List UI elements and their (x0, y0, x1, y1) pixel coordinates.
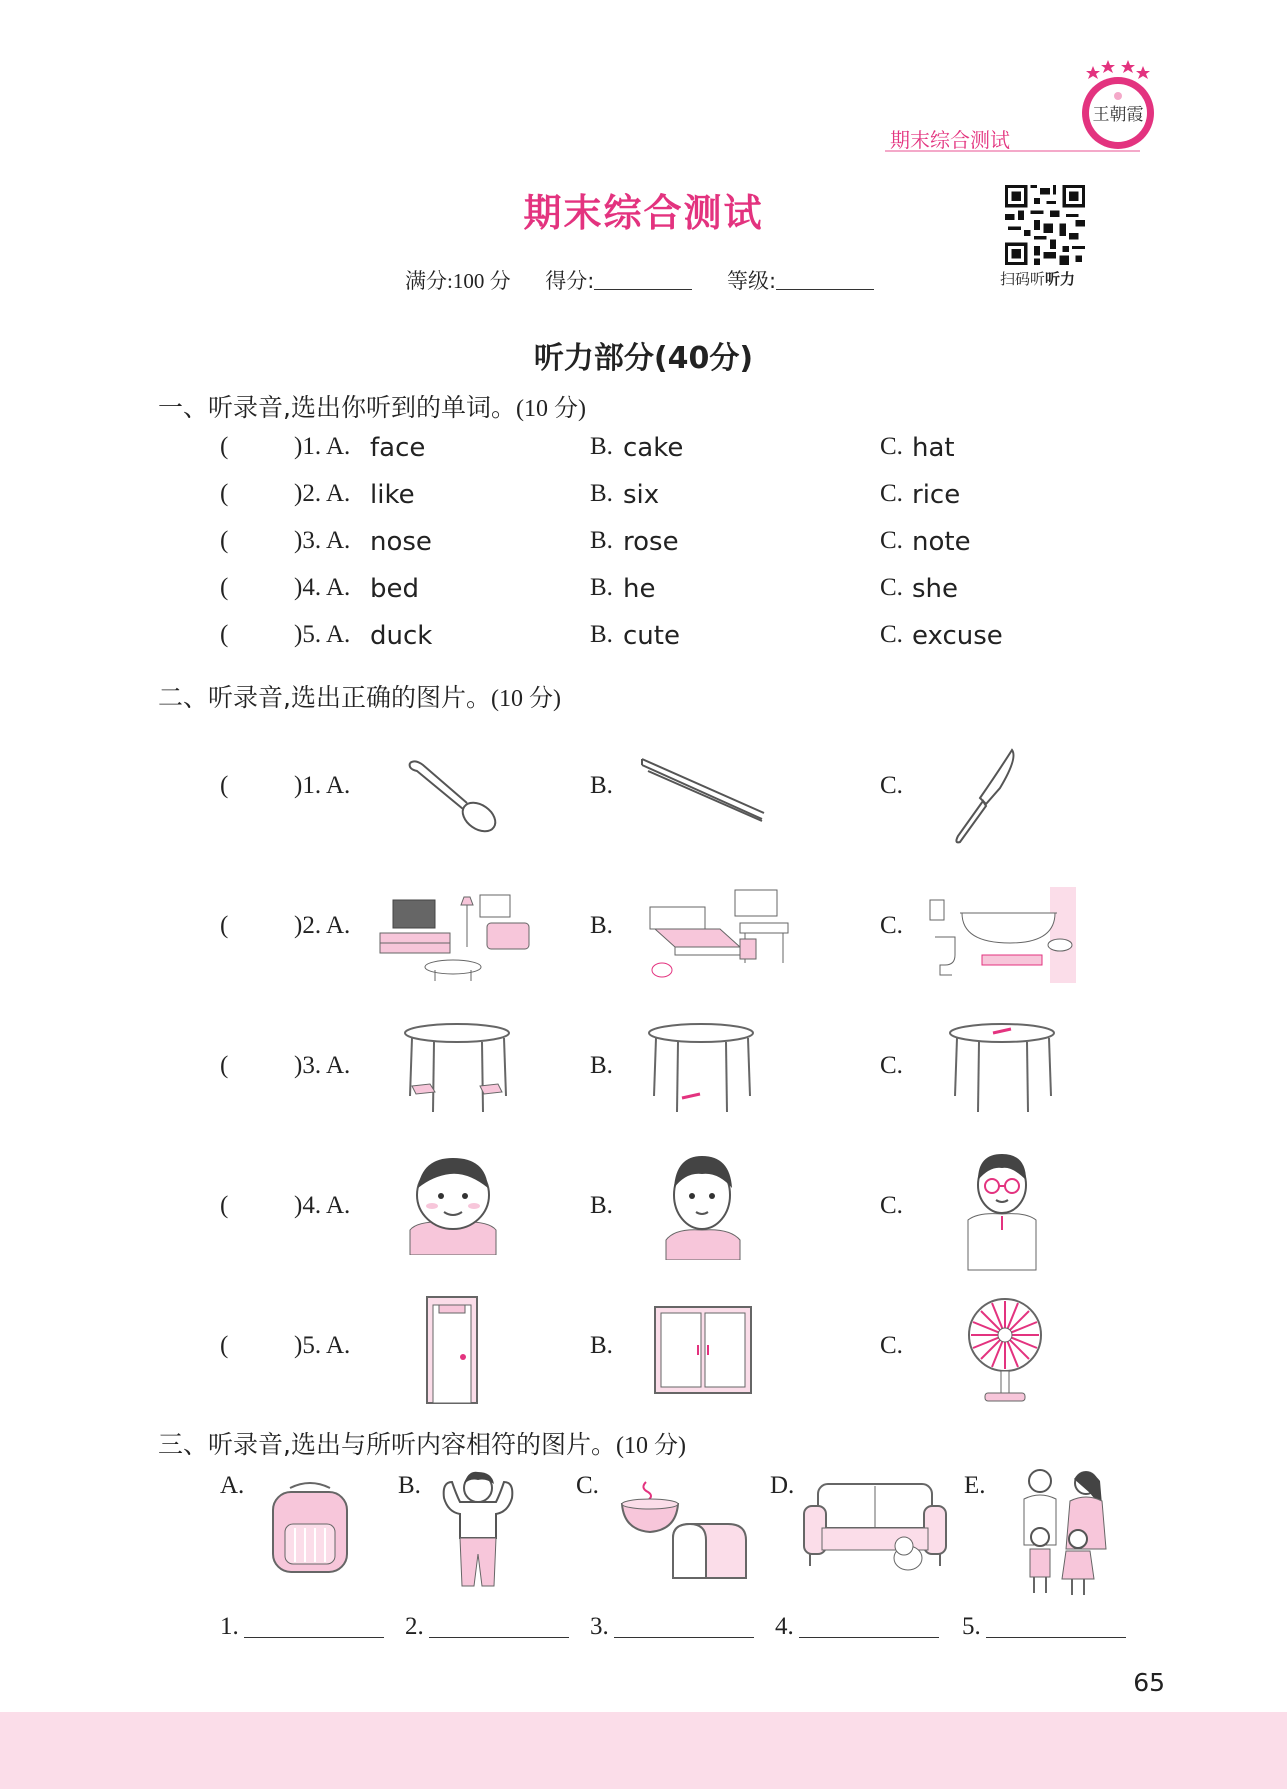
option-a-word: bed (370, 574, 420, 604)
option-c-letter: C. (880, 912, 903, 939)
grade-label: 等级: (727, 269, 777, 293)
option-b-letter: B. (590, 433, 613, 460)
score-label: 得分: (545, 269, 595, 293)
answer-blank[interactable] (799, 1613, 939, 1638)
brand-logo (1073, 58, 1163, 153)
fan-icon[interactable] (965, 1295, 1045, 1405)
table-pencil-on-icon[interactable] (945, 1020, 1060, 1125)
answer-paren[interactable]: ( (220, 1192, 229, 1219)
option-b-letter: B. (590, 772, 613, 799)
option-b-letter: B. (590, 912, 613, 939)
section3-answer (220, 1613, 384, 1641)
option-c-letter: C. (880, 527, 903, 554)
option-b-word: rose (623, 527, 679, 557)
answer-paren[interactable]: ( (220, 912, 229, 939)
question-number: )3. A. (294, 527, 351, 554)
table-pencil-under-icon[interactable] (644, 1020, 759, 1125)
option-c-word: note (912, 527, 971, 557)
option-c-letter: C. (880, 1332, 903, 1359)
question-number: )3. A. (294, 1052, 351, 1079)
answer-number: 4. (775, 1613, 794, 1640)
full-score-label: 满分:100 分 (405, 269, 511, 293)
option-b-letter: B. (590, 527, 613, 554)
section3-option-letter: A. (220, 1472, 245, 1499)
page-number: 65 (1133, 1668, 1165, 1697)
answer-blank[interactable] (614, 1613, 754, 1638)
option-c-letter: C. (880, 1052, 903, 1079)
logo-text: 王朝霞 (1092, 105, 1144, 125)
option-c-letter: C. (880, 1192, 903, 1219)
answer-blank[interactable] (986, 1613, 1126, 1638)
option-b-word: six (623, 480, 660, 510)
question-number: )5. A. (294, 1332, 351, 1359)
window-icon[interactable] (653, 1305, 753, 1395)
score-line (405, 265, 874, 295)
knife-icon[interactable] (950, 748, 1020, 848)
question-number: )5. A. (294, 621, 351, 648)
listening-section-title: 听力部分(40分) (533, 341, 754, 376)
option-b-letter: B. (590, 480, 613, 507)
option-c-word: she (912, 574, 959, 604)
option-c-letter: C. (880, 574, 903, 601)
section3-answer (590, 1613, 754, 1641)
section3-answer (962, 1613, 1126, 1641)
question-number: )4. A. (294, 574, 351, 601)
answer-number: 1. (220, 1613, 239, 1640)
answer-paren[interactable]: ( (220, 527, 229, 554)
option-b-word: he (623, 574, 656, 604)
section3-option-letter: B. (398, 1472, 421, 1499)
section1-title: 一、听录音,选出你听到的单词。(10 分) (158, 393, 586, 422)
answer-paren[interactable]: ( (220, 1332, 229, 1359)
option-b-letter: B. (590, 1192, 613, 1219)
option-b-letter: B. (590, 621, 613, 648)
chopsticks-icon[interactable] (638, 755, 768, 825)
section3-option-letter: D. (770, 1472, 795, 1499)
answer-blank[interactable] (429, 1613, 569, 1638)
section3-answer (405, 1613, 569, 1641)
answer-number: 3. (590, 1613, 609, 1640)
option-a-word: duck (370, 621, 433, 651)
strong-boy-icon[interactable] (438, 1468, 518, 1593)
option-c-letter: C. (880, 433, 903, 460)
option-c-word: hat (912, 433, 955, 463)
qr-code-icon[interactable] (1005, 185, 1085, 265)
option-c-letter: C. (880, 480, 903, 507)
boy-with-glasses-icon[interactable] (960, 1150, 1045, 1275)
section3-title: 三、听录音,选出与所听内容相符的图片。(10 分) (158, 1430, 686, 1459)
option-b-word: cute (623, 621, 680, 651)
section3-option-letter: C. (576, 1472, 599, 1499)
option-c-letter: C. (880, 772, 903, 799)
question-number: )2. A. (294, 912, 351, 939)
qr-caption: 扫码听听力 (1000, 270, 1076, 288)
answer-paren[interactable]: ( (220, 433, 229, 460)
answer-paren[interactable]: ( (220, 621, 229, 648)
page-title: 期末综合测试 (523, 191, 764, 235)
section2-title: 二、听录音,选出正确的图片。(10 分) (158, 683, 561, 712)
question-number: )4. A. (294, 1192, 351, 1219)
option-c-word: rice (912, 480, 961, 510)
door-icon[interactable] (425, 1295, 480, 1405)
question-number: )1. A. (294, 772, 351, 799)
header-section-label: 期末综合测试 (890, 128, 1010, 152)
spoon-icon[interactable] (405, 755, 505, 835)
thin-boy-icon[interactable] (660, 1150, 745, 1260)
answer-paren[interactable]: ( (220, 574, 229, 601)
family-icon[interactable] (1010, 1465, 1115, 1600)
section3-answer (775, 1613, 939, 1641)
question-number: )1. A. (294, 433, 351, 460)
living-room-icon[interactable] (375, 885, 535, 985)
bathroom-icon[interactable] (920, 885, 1080, 985)
question-number: )2. A. (294, 480, 351, 507)
answer-paren[interactable]: ( (220, 480, 229, 507)
option-b-letter: B. (590, 1332, 613, 1359)
backpack-icon[interactable] (255, 1478, 365, 1578)
answer-paren[interactable]: ( (220, 1052, 229, 1079)
bottom-decorative-band (0, 1712, 1287, 1789)
grade-blank[interactable] (776, 269, 874, 290)
sofa-with-dog-icon[interactable] (800, 1480, 950, 1580)
option-a-word: face (370, 433, 426, 463)
answer-number: 2. (405, 1613, 424, 1640)
answer-number: 5. (962, 1613, 981, 1640)
chubby-boy-icon[interactable] (408, 1150, 498, 1255)
table-book-under-icon[interactable] (400, 1020, 515, 1125)
bowl-and-bread-icon[interactable] (618, 1478, 753, 1588)
option-c-word: excuse (912, 621, 1003, 651)
bedroom-icon[interactable] (640, 885, 795, 985)
option-b-word: cake (623, 433, 684, 463)
answer-paren[interactable]: ( (220, 772, 229, 799)
option-b-letter: B. (590, 1052, 613, 1079)
section3-option-letter: E. (964, 1472, 986, 1499)
option-c-letter: C. (880, 621, 903, 648)
option-b-letter: B. (590, 574, 613, 601)
answer-blank[interactable] (244, 1613, 384, 1638)
score-blank[interactable] (594, 269, 692, 290)
option-a-word: nose (370, 527, 432, 557)
option-a-word: like (370, 480, 415, 510)
